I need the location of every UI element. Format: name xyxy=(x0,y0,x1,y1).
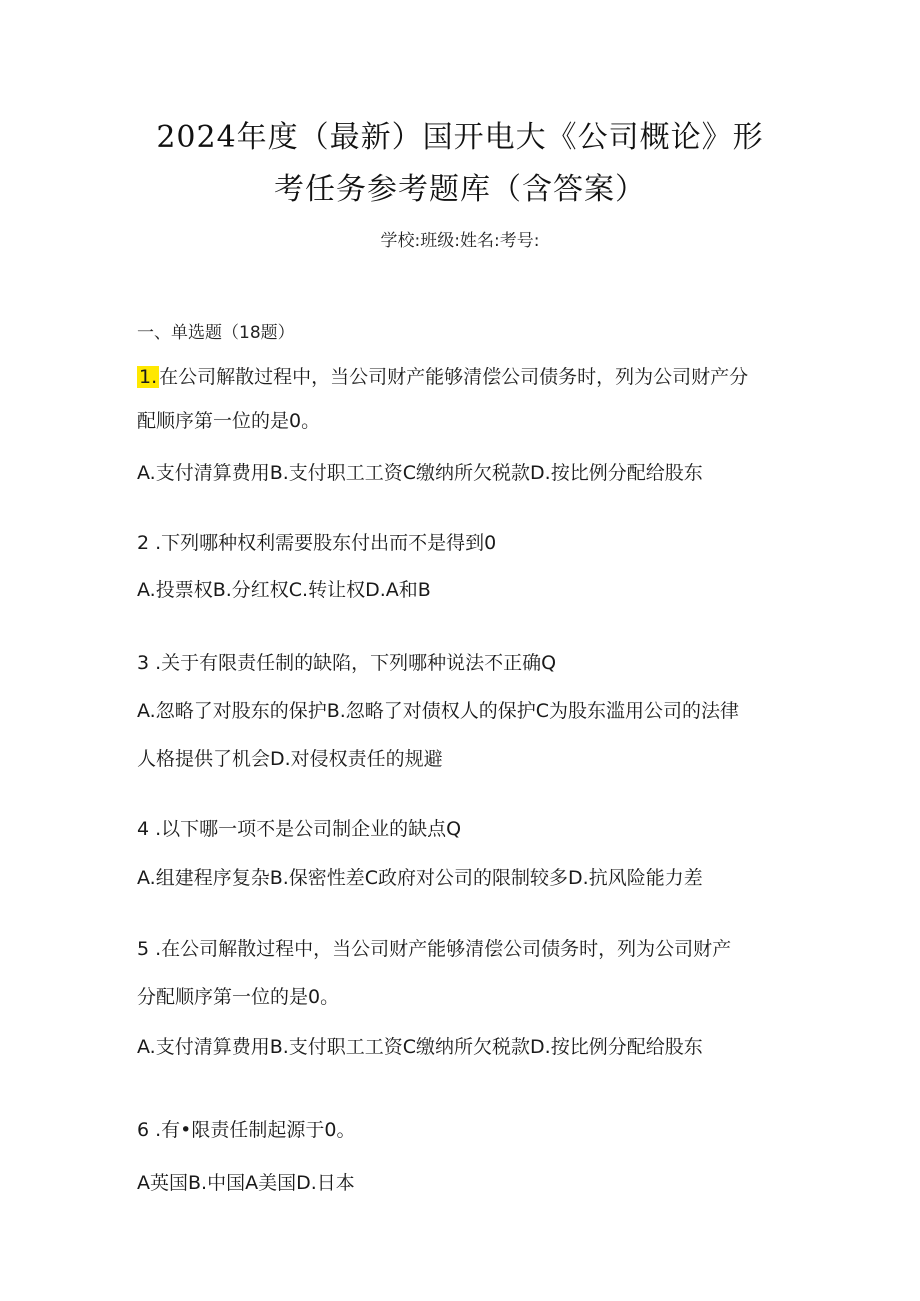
question-6-stem xyxy=(137,1108,797,1152)
question-4-stem xyxy=(137,807,797,851)
question-1-stem-line-2: 配顺序第一位的是0。 xyxy=(137,410,321,432)
question-4-options: A.组建程序复杂B.保密性差C政府对公司的限制较多D.抗风险能力差 xyxy=(137,867,703,889)
question-6-options: A英国B.中国A美国D.日本 xyxy=(137,1172,355,1194)
question-1-stem xyxy=(137,355,797,399)
section-heading: 一、单选题（18题） xyxy=(137,323,295,343)
question-3-number: 3 xyxy=(137,652,150,674)
question-6-stem-text: .有•限责任制起源于0。 xyxy=(155,1119,356,1141)
question-4-stem-text: .以下哪一项不是公司制企业的缺点Q xyxy=(155,818,462,840)
question-2-stem-text: .下列哪种权利需要股东付出而不是得到0 xyxy=(155,532,497,554)
question-1-options: A.支付清算费用B.支付职工工资C缴纳所欠税款D.按比例分配给股东 xyxy=(137,462,703,484)
document-title xyxy=(80,112,840,216)
question-2-stem xyxy=(137,521,797,565)
title-line-2: 考任务参考题库（含答案） xyxy=(274,172,646,207)
title-line-1: 2024年度（最新）国开电大《公司概论》形 xyxy=(156,120,764,155)
question-4-number: 4 xyxy=(137,818,150,840)
question-2-number: 2 xyxy=(137,532,150,554)
highlighted-question-number: 1. xyxy=(139,366,158,388)
student-info-line: 学校:班级:姓名:考号: xyxy=(380,231,540,251)
question-1-stem-line-1: 在公司解散过程中，当公司财产能够清偿公司债务时，列为公司财产分 xyxy=(159,366,749,388)
question-5-stem-line-2: 分配顺序第一位的是0。 xyxy=(137,986,340,1008)
question-6-number: 6 xyxy=(137,1119,150,1141)
question-5-stem xyxy=(137,927,797,971)
question-5-number: 5 xyxy=(137,938,150,960)
question-3-options-line-1: A.忽略了对股东的保护B.忽略了对债权人的保护C为股东滥用公司的法律 xyxy=(137,700,740,722)
question-5-options: A.支付清算费用B.支付职工工资C缴纳所欠税款D.按比例分配给股东 xyxy=(137,1036,703,1058)
question-2-options: A.投票权B.分红权C.转让权D.A和B xyxy=(137,579,431,601)
question-3-options-line-2: 人格提供了机会D.对侵权责任的规避 xyxy=(137,748,443,770)
question-5-stem-text: .在公司解散过程中，当公司财产能够清偿公司债务时，列为公司财产 xyxy=(155,938,732,960)
question-3-stem xyxy=(137,641,797,685)
question-3-stem-text: .关于有限责任制的缺陷，下列哪种说法不正确Q xyxy=(155,652,557,674)
